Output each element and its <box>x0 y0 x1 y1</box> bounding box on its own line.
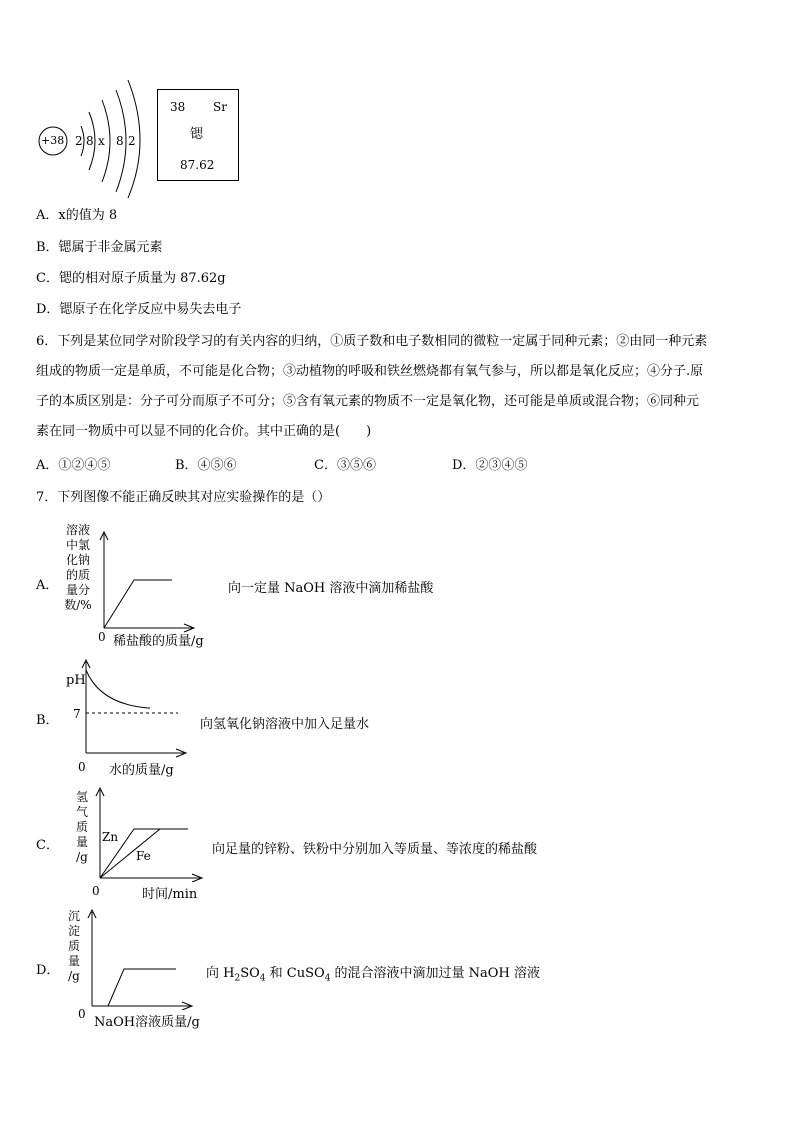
q7-graph-c-description: 向足量的锌粉、铁粉中分别加入等质量、等浓度的稀盐酸 <box>212 842 538 857</box>
ylabel-line: 的质 <box>65 568 90 582</box>
ylabel-line: 数/% <box>64 598 92 612</box>
q6-line-3: 子的本质区别是：分子可分而原子不可分；⑤含有氧元素的物质不一定是氧化物，还可能是单质或混合物；⑥同种元 <box>36 394 700 409</box>
q7-graph-a-xlabel: 稀盐酸的质量/g <box>113 634 204 649</box>
shell-electrons-3: x <box>98 134 105 148</box>
ylabel-line: /g <box>68 969 80 983</box>
nucleus-charge: +38 <box>41 134 65 147</box>
q7-graph-d-description <box>206 962 540 984</box>
q6-option-d: D．②③④⑤ <box>452 458 528 473</box>
q7-graph-a-ylabel <box>62 523 94 613</box>
desc-part: 的混合溶液中滴加过量 NaOH 溶液 <box>330 966 540 981</box>
shell-electrons-4: 8 <box>116 134 124 148</box>
desc-part: SO <box>240 966 260 981</box>
ylabel-line: 量 <box>67 954 80 968</box>
desc-part: 和 CuSO <box>265 966 325 981</box>
q7-graph-b-xlabel: 水的质量/g <box>109 763 174 778</box>
q7-graph-c-origin: 0 <box>92 884 100 898</box>
q7-graph-b-description: 向氢氧化钠溶液中加入足量水 <box>200 717 370 732</box>
q7-graph-b-plot <box>78 658 190 758</box>
q7-graph-c-letter: C． <box>36 838 59 853</box>
shell-electrons-1: 2 <box>75 134 83 148</box>
ylabel-line: /g <box>76 850 88 864</box>
q7-graph-a-description: 向一定量 NaOH 溶液中滴加稀盐酸 <box>228 581 434 596</box>
shell-electrons-5: 2 <box>128 134 136 148</box>
q7-graph-c-series-zn: Zn <box>102 830 119 844</box>
element-card <box>157 89 239 181</box>
q5-option-c: C．锶的相对原子质量为 87.62g <box>36 271 226 286</box>
ylabel-line: 溶液 <box>65 523 90 537</box>
q7-graph-a-letter: A． <box>36 578 59 593</box>
desc-part: 向 H <box>206 966 235 981</box>
q6-stem <box>36 327 766 447</box>
q7-graph-d-plot <box>84 908 196 1010</box>
q7-graph-c-xlabel: 时间/min <box>142 887 198 902</box>
desc-subscript: 2 <box>234 973 241 984</box>
desc-subscript: 4 <box>324 973 331 984</box>
graph-b-curve <box>86 670 150 708</box>
ylabel-line: 质 <box>67 939 80 953</box>
q5-option-a: A．x的值为 8 <box>36 208 118 223</box>
q7-graph-b-origin: 0 <box>78 760 86 774</box>
q7-graph-d-letter: D． <box>36 963 60 978</box>
ylabel-line: 气 <box>75 805 88 819</box>
ylabel-line: 沉 <box>67 909 80 923</box>
q6-option-a: A．①②④⑤ <box>36 458 111 473</box>
graph-d-curve <box>108 969 176 1006</box>
q7-graph-d-xlabel: NaOH溶液质量/g <box>94 1015 200 1030</box>
q7-graph-d-origin: 0 <box>78 1007 86 1021</box>
q5-option-b: B．锶属于非金属元素 <box>36 240 163 255</box>
q5-option-d: D．锶原子在化学反应中易失去电子 <box>36 302 242 317</box>
element-symbol: Sr <box>213 100 227 114</box>
ylabel-line: 量 <box>75 835 88 849</box>
q7-graph-b-ytick: 7 <box>73 707 81 721</box>
ylabel-line: 淀 <box>67 924 80 938</box>
q6-option-b: B．④⑤⑥ <box>175 458 237 473</box>
q7-graph-d-ylabel <box>62 909 86 984</box>
ylabel-line: 量分 <box>65 583 90 597</box>
shell-electrons-2: 8 <box>86 134 94 148</box>
q7-stem: 7．下列图像不能正确反映其对应实验操作的是（） <box>36 490 331 505</box>
q7-graph-b-letter: B． <box>36 713 59 728</box>
q6-line-1: 6．下列是某位同学对阶段学习的有关内容的归纳，①质子数和电子数相同的微粒一定属于同种元素；②由同一种元素 <box>36 334 708 349</box>
ylabel-line: 质 <box>75 820 88 834</box>
q7-graph-a-origin: 0 <box>98 630 106 644</box>
q7-graph-c-ylabel <box>70 790 94 865</box>
ylabel-line: 氢 <box>75 790 88 804</box>
q6-line-4: 素在同一物质中可以显不同的化合价。其中正确的是( ) <box>36 424 372 439</box>
q6-option-c: C．③⑤⑥ <box>314 458 376 473</box>
ylabel-line: 化钠 <box>65 553 90 567</box>
q7-graph-b-ylabel: pH <box>66 673 86 688</box>
q7-graph-c-series-fe: Fe <box>136 849 151 863</box>
element-atomic-mass: 87.62 <box>180 158 215 172</box>
element-name: 锶 <box>190 127 204 142</box>
graph-a-curve <box>104 580 172 628</box>
q6-line-2: 组成的物质一定是单质，不可能是化合物；③动植物的呼吸和铁丝燃烧都有氧气参与，所以都是氧化反应；④分子.原 <box>36 364 704 379</box>
element-atomic-number: 38 <box>170 100 186 114</box>
desc-subscript: 4 <box>259 973 266 984</box>
q7-graph-a-plot <box>96 530 198 634</box>
ylabel-line: 中氯 <box>65 538 90 552</box>
